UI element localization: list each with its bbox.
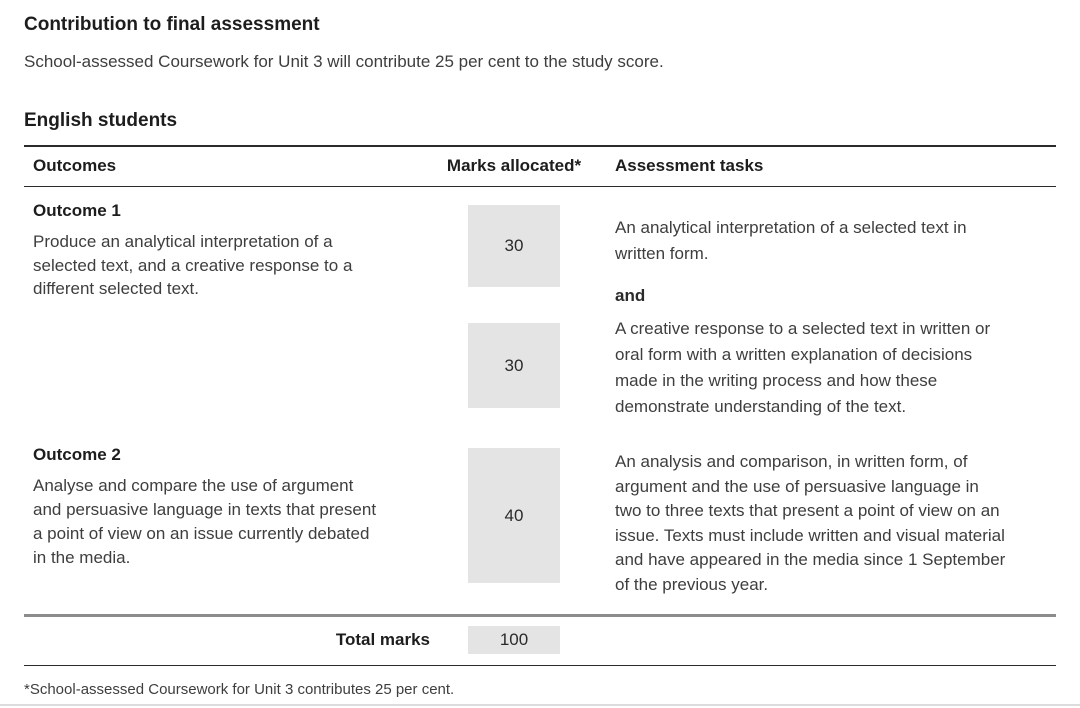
outcome-2-tasks-cell xyxy=(560,446,1056,597)
text-line: written form. xyxy=(615,244,709,263)
text-line: of the previous year. xyxy=(615,574,769,594)
outcome-1-cell xyxy=(24,202,468,420)
footnote: *School-assessed Coursework for Unit 3 contributes 25 per cent. xyxy=(24,681,455,698)
outcome-2-marks-cell xyxy=(468,446,560,597)
text-line: and have appeared in the media since 1 September xyxy=(615,550,1006,569)
text-line: in the media. xyxy=(33,548,131,567)
marks-box: 30 xyxy=(468,205,560,287)
text-line: oral form with a written explanation of decisions xyxy=(615,345,973,364)
intro-paragraph: School-assessed Coursework for Unit 3 will contribute 25 per cent to the study score. xyxy=(24,52,664,71)
marks-box: 40 xyxy=(468,448,560,583)
task-paragraph xyxy=(615,316,1056,420)
text-line: a point of view on an issue currently debated xyxy=(33,524,370,543)
outcome-2-description xyxy=(33,474,468,570)
text-line: different selected text. xyxy=(33,279,200,298)
text-line: made in the writing process and how these xyxy=(615,371,938,390)
column-header-marks: Marks allocated* xyxy=(446,156,582,175)
section-heading: English students xyxy=(24,110,178,131)
outcome-2-cell xyxy=(24,446,468,597)
outcome-1-description xyxy=(33,230,468,301)
task-connector-and xyxy=(615,283,1056,309)
column-header-assessment-tasks: Assessment tasks xyxy=(615,156,764,175)
task-paragraph xyxy=(615,450,1056,597)
table-header-row xyxy=(24,147,1056,187)
table-row-outcome-2 xyxy=(24,446,1056,614)
outcome-2-title: Outcome 2 xyxy=(33,445,121,464)
page-title: Contribution to final assessment xyxy=(24,14,320,35)
text-line: and xyxy=(615,286,646,305)
outcome-1-tasks-cell xyxy=(560,202,1056,420)
text-line: selected text, and a creative response to a xyxy=(33,255,353,275)
table-row-outcome-1 xyxy=(24,187,1056,446)
outcome-1-marks-cell xyxy=(468,202,560,420)
text-line: Analyse and compare the use of argument xyxy=(33,476,354,495)
task-paragraph xyxy=(615,215,1056,267)
table-total-row xyxy=(24,614,1056,666)
page-bottom-divider xyxy=(0,704,1080,706)
text-line: demonstrate understanding of the text. xyxy=(615,397,907,416)
text-line: An analytical interpretation of a selected text in xyxy=(615,218,967,237)
total-marks-box: 100 xyxy=(468,626,560,654)
text-line: An analysis and comparison, in written form, of xyxy=(615,452,968,471)
text-line: and persuasive language in texts that present xyxy=(33,500,377,519)
assessment-table xyxy=(24,145,1056,666)
column-header-outcomes: Outcomes xyxy=(33,156,117,175)
text-line: A creative response to a selected text in written or xyxy=(615,319,991,338)
total-marks-label: Total marks xyxy=(335,630,430,649)
text-line: two to three texts that present a point of view on an xyxy=(615,501,1000,520)
outcome-1-title: Outcome 1 xyxy=(33,201,121,220)
text-line: issue. Texts must include written and visual material xyxy=(615,525,1005,545)
column-header-marks-cell xyxy=(446,156,582,176)
text-line: argument and the use of persuasive language in xyxy=(615,476,979,496)
marks-box: 30 xyxy=(468,323,560,408)
text-line: Produce an analytical interpretation of a xyxy=(33,232,333,251)
